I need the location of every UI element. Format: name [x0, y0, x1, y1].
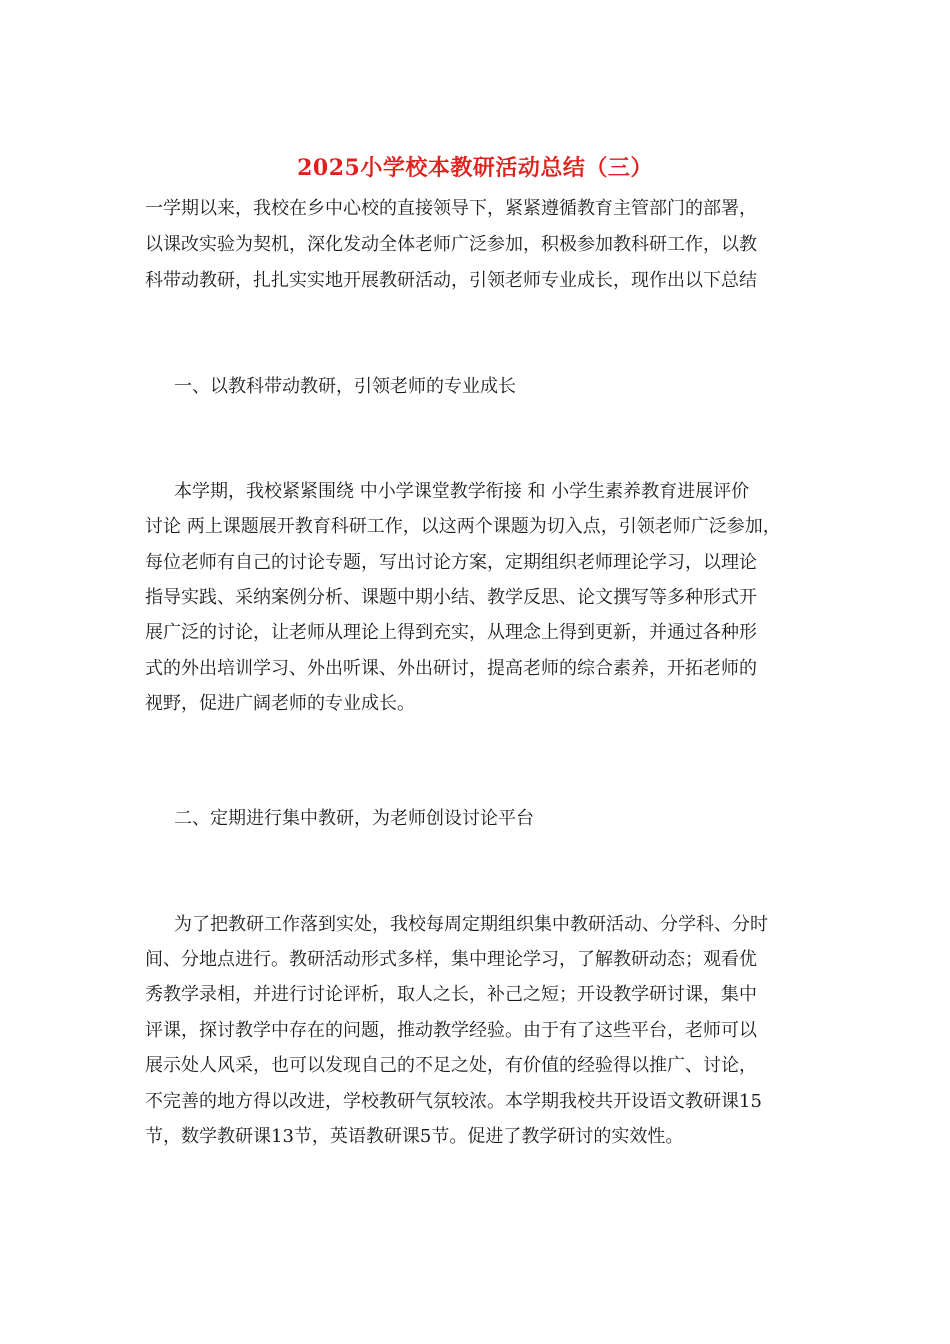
paragraph-line: 讨论 两上课题展开教育科研工作，以这两个课题为切入点，引领老师广泛参加， [145, 516, 781, 537]
paragraph-line: 节，数学教研课13节，英语教研课5节。促进了教学研讨的实效性。 [145, 1126, 684, 1147]
paragraph-line: 不完善的地方得以改进，学校教研气氛较浓。本学期我校共开设语文教研课15 [145, 1091, 762, 1112]
paragraph-line: 间、分地点进行。教研活动形式多样，集中理论学习，了解教研动态；观看优 [145, 949, 757, 970]
paragraph-line: 指导实践、采纳案例分析、课题中期小结、教学反思、论文撰写等多种形式开 [145, 587, 757, 608]
paragraph-line: 式的外出培训学习、外出听课、外出研讨，提高老师的综合素养，开拓老师的 [145, 658, 757, 679]
intro-line: 科带动教研，扎扎实实地开展教研活动，引领老师专业成长，现作出以下总结 [145, 270, 757, 291]
paragraph-line: 秀教学录相，并进行讨论评析，取人之长，补己之短；开设教学研讨课，集中 [145, 984, 757, 1005]
paragraph-line: 为了把教研工作落到实处，我校每周定期组织集中教研活动、分学科、分时 [174, 914, 768, 935]
paragraph-line: 评课，探讨教学中存在的问题，推动教学经验。由于有了这些平台，老师可以 [145, 1020, 757, 1041]
intro-line: 一学期以来，我校在乡中心校的直接领导下，紧紧遵循教育主管部门的部署， [145, 198, 757, 219]
paragraph-line: 本学期，我校紧紧围绕 中小学课堂教学衔接 和 小学生素养教育进展评价 [174, 481, 750, 502]
section-heading: 二、定期进行集中教研，为老师创设讨论平台 [174, 808, 534, 829]
intro-line: 以课改实验为契机，深化发动全体老师广泛参加，积极参加教科研工作，以教 [145, 234, 757, 255]
document-title: 2025小学校本教研活动总结（三） [297, 155, 653, 181]
paragraph-line: 每位老师有自己的讨论专题，写出讨论方案，定期组织老师理论学习，以理论 [145, 552, 757, 573]
paragraph-line: 展示处人风采，也可以发现自己的不足之处，有价值的经验得以推广、讨论， [145, 1055, 757, 1076]
section-heading: 一、以教科带动教研，引领老师的专业成长 [174, 376, 516, 397]
paragraph-line: 视野，促进广阔老师的专业成长。 [145, 693, 415, 714]
paragraph-line: 展广泛的讨论，让老师从理论上得到充实，从理念上得到更新，并通过各种形 [145, 622, 757, 643]
